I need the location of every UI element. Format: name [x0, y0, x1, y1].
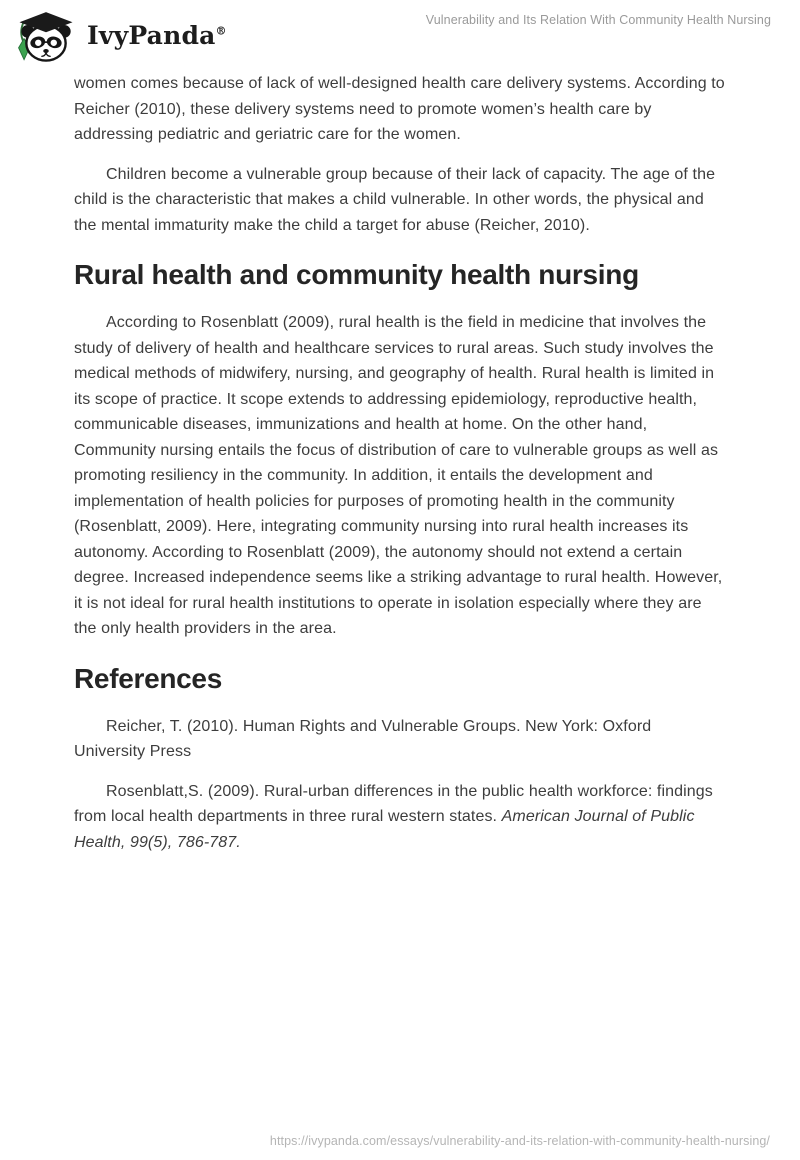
essay-content: [0, 70, 800, 855]
reference-item: [74, 779, 726, 856]
source-url: https://ivypanda.com/essays/vulnerability-and-its-relation-with-community-health-nursing/: [269, 1134, 770, 1148]
reference-text: Rosenblatt,S. (2009). Rural-urban differences in the public health workforce: findings from local health departments in three rural western states.: [74, 782, 713, 825]
reference-text: Reicher, T. (2010). Human Rights and Vulnerable Groups. New York: Oxford University Press: [74, 717, 652, 760]
brand-wordmark: IvyPanda®: [87, 20, 227, 50]
ivypanda-logo[interactable]: [14, 8, 227, 62]
paragraph-women-continuation: women comes because of lack of well-designed health care delivery systems. According to Reicher (2010), these delivery systems need to promote women’s health care by addressing pediatric and geriatric care for the women.: [74, 75, 725, 143]
reference-item: [74, 714, 726, 765]
panda-graduation-cap-icon: [14, 8, 78, 62]
paragraph-children: Children become a vulnerable group because of their lack of capacity. The age of the child is the characteristic that makes a child vulnerable. In other words, the physical and the mental immaturity make the child a target for abuse (Reicher, 2010).: [74, 165, 716, 234]
reference-journal-italic: American Journal of Public Health, 99(5), 786-787.: [74, 808, 695, 851]
paragraph-rural-health: According to Rosenblatt (2009), rural health is the field in medicine that involves the study of delivery of health and healthcare services to rural areas. Such study involves the medical methods of midwifery, nursing, and geography of health. Rural health is limited in its scope of practice. It scope extends to addressing epidemiology, reproductive health, communicable diseases, immunizations and health at home. On the other hand, Community nursing entails the focus of distribution of care to vulnerable groups as well as promoting resiliency in the community. In addition, it entails the development and implementation of health policies for purposes of promoting health in the community (Rosenblatt, 2009). Here, integrating community nursing into rural health increases its autonomy. According to Rosenblatt (2009), the autonomy should not extend a certain degree. Increased independence seems like a striking advantage to rural health. However, it is not ideal for rural health institutions to operate in isolation especially where they are the only health providers in the area.: [74, 314, 723, 637]
registered-trademark-symbol: ®: [215, 24, 227, 38]
heading-references: References: [74, 662, 222, 694]
document-title: Vulnerability and Its Relation With Community Health Nursing: [425, 13, 771, 27]
heading-rural-health: Rural health and community health nursing: [74, 259, 639, 290]
page-header: [0, 0, 800, 70]
